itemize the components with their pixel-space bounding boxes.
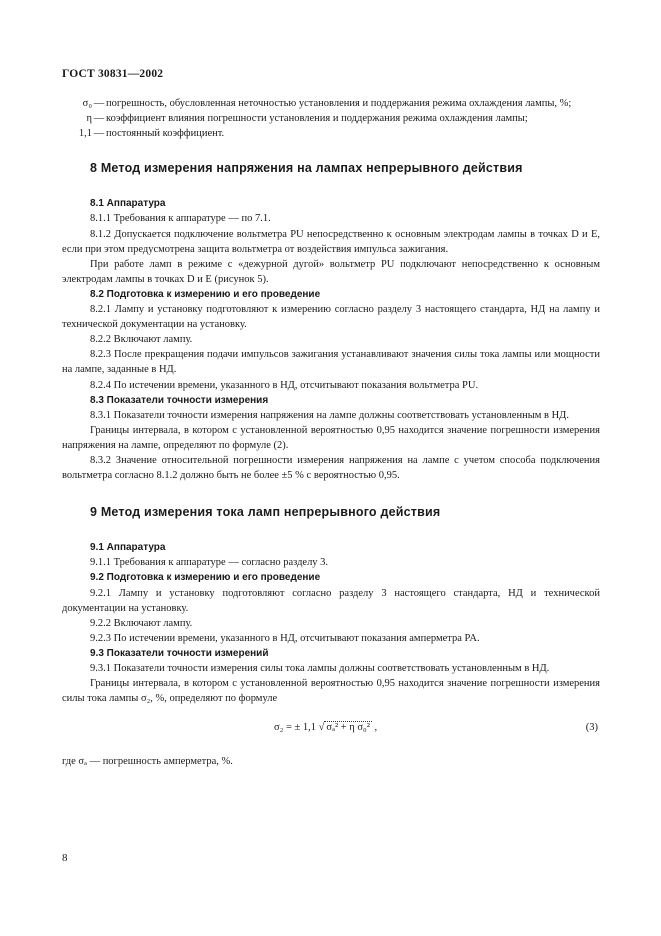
definition-symbol: σ₀: [82, 98, 92, 109]
section-9-title: 9 Метод измерения тока ламп непрерывного действия: [90, 505, 441, 520]
subsection-title: 9.2 Подготовка к измерению и его проведение: [90, 572, 321, 584]
page-number: 8: [62, 852, 68, 864]
paragraph: 8.2.2 Включают лампу.: [90, 334, 193, 346]
subsection-title: 8.1 Аппаратура: [90, 198, 166, 210]
definition-text: коэффициент влияния погрешности установления и поддержания режима охлаждения лампы;: [106, 113, 528, 125]
definition-item: 1,1 — постоянный коэффициент.: [62, 126, 600, 141]
paragraph: Границы интервала, в котором с установленной вероятностью 0,95 находится значение погрешности измерения силы тока лампы σ₂, %, определяют по формуле: [62, 678, 600, 705]
paragraph: 9.3.1 Показатели точности измерения силы тока лампы должны соответствовать установленным в НД.: [90, 663, 550, 674]
definition-text: погрешность, обусловленная неточностью установления и поддержания режима охлаждения лампы, %;: [106, 98, 572, 109]
paragraph: 9.2.2 Включают лампу.: [90, 617, 193, 629]
subsection-title: 9.3 Показатели точности измерений: [90, 647, 269, 659]
definitions-list: [62, 96, 600, 141]
formula-3: [62, 712, 600, 746]
formula-radicand: σₐ² + η σ₀²: [326, 722, 370, 734]
document-header: ГОСТ 30831—2002: [62, 68, 164, 80]
paragraph: Границы интервала, в котором с установленной вероятностью 0,95 находится значение погрешности измерения напряжения на лампе, определяют по формуле (2).: [62, 424, 600, 451]
paragraph: 9.2.1 Лампу и установку подготовляют согласно разделу 3 настоящего стандарта, НД и технической документации на установку.: [62, 587, 600, 614]
paragraph: 9.2.3 По истечении времени, указанного в НД, отсчитывают показания амперметра PA.: [90, 632, 480, 644]
where-clause: где σₐ — погрешность амперметра, %.: [62, 756, 233, 768]
definition-item: η — коэффициент влияния погрешности установления и поддержания режима охлаждения лампы;: [62, 111, 600, 126]
paragraph: 8.1.1 Требования к аппаратуре — по 7.1.: [90, 213, 271, 225]
definition-symbol: 1,1: [78, 128, 92, 140]
paragraph: 8.3.2 Значение относительной погрешности измерения напряжения на лампе с учетом способа подключения вольтметра согласно 8.1.2 должно быть не более ±5 % с вероятностью 0,95.: [62, 454, 600, 482]
subsection-title: 9.1 Аппаратура: [90, 542, 166, 554]
formula-expression: σ₂ = ± 1,1 √ σₐ² + η σ₀² ,: [274, 722, 378, 734]
subsection-title: 8.2 Подготовка к измерению и его проведение: [90, 288, 321, 300]
subsection-title: 8.3 Показатели точности измерения: [90, 394, 269, 406]
definition-symbol: η: [86, 113, 92, 125]
paragraph: 8.2.4 По истечении времени, указанного в НД, отсчитывают показания вольтметра PU.: [90, 379, 479, 391]
definition-item: σ₀ — погрешность, обусловленная неточностью установления и поддержания режима охлаждения лампы, %;: [62, 96, 600, 111]
section-8-title: 8 Метод измерения напряжения на лампах непрерывного действия: [90, 161, 523, 176]
paragraph: 8.2.1 Лампу и установку подготовляют к измерению согласно разделу 3 настоящего стандарта, НД на лампу и технической документации на установку.: [62, 304, 600, 331]
paragraph: При работе ламп в режиме с «дежурной дугой» вольтметр PU подключают непосредственно к основным электродам лампы в точках D и E (рисунок 5).: [62, 258, 600, 285]
formula-number: (3): [585, 722, 598, 734]
definition-text: постоянный коэффициент.: [106, 128, 225, 140]
paragraph: 8.1.2 Допускается подключение вольтметра PU непосредственно к основным электродам лампы в точках D и E, если при этом предусмотрена защита вольтметра от воздействия импульса зажигания.: [62, 228, 600, 255]
page-content: [62, 96, 600, 769]
paragraph: 9.1.1 Требования к аппаратуре — согласно разделу 3.: [90, 557, 329, 569]
paragraph: 8.3.1 Показатели точности измерения напряжения на лампе должны соответствовать установленным в НД.: [90, 409, 569, 421]
paragraph: 8.2.3 После прекращения подачи импульсов зажигания устанавливают значения силы тока лампы или мощности на лампе, заданные в НД.: [62, 349, 600, 376]
